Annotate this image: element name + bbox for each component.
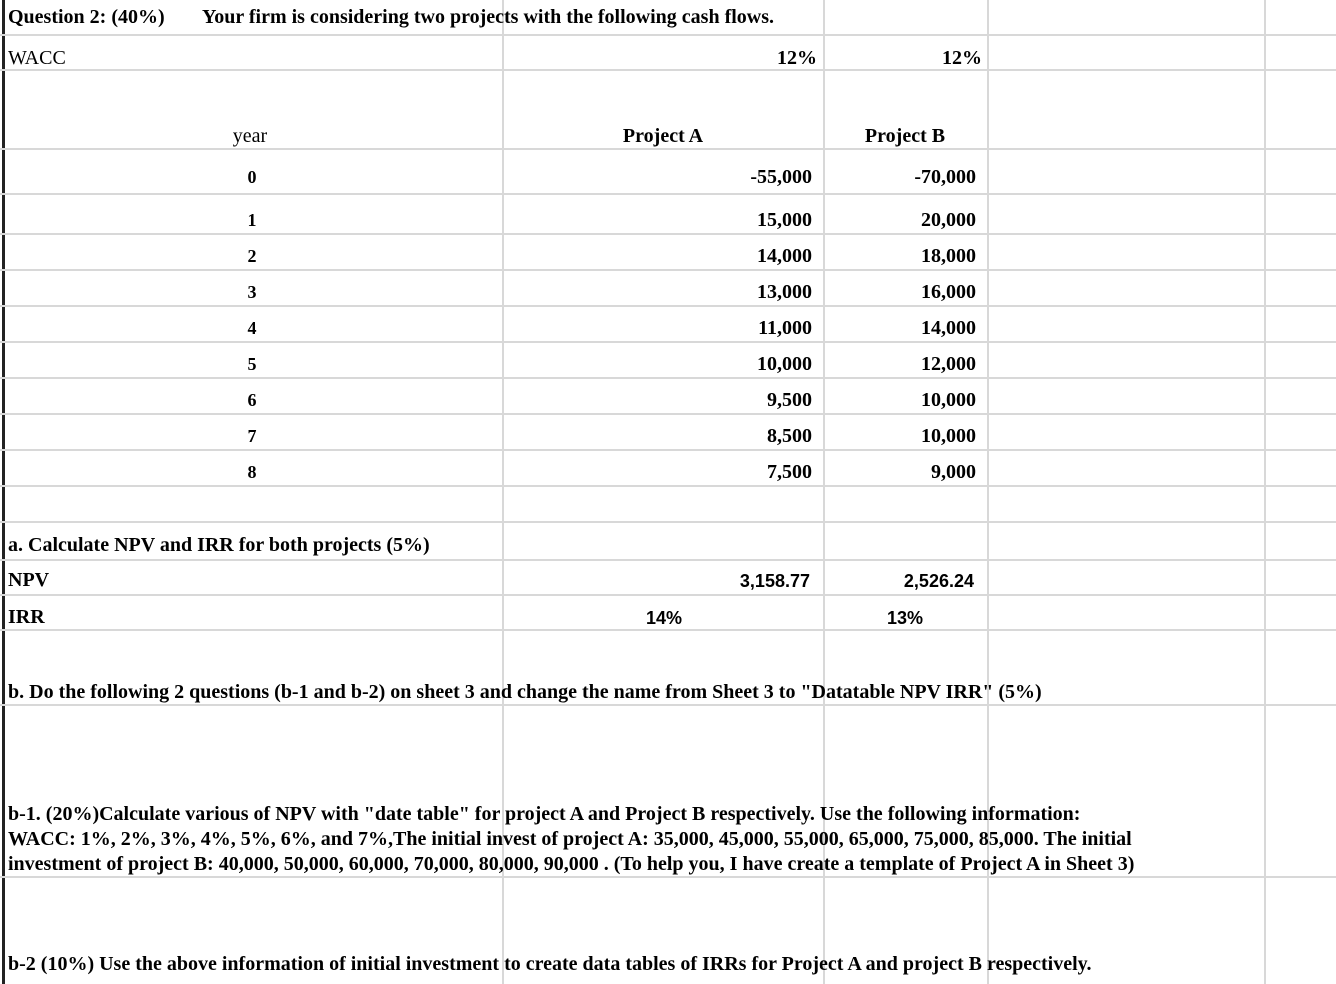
wacc-project-b[interactable]: 12% — [942, 47, 982, 69]
part-b1-line3[interactable]: investment of project B: 40,000, 50,000, 60,000, 70,000, 80,000, 90,000 . (To help you, I have create a template of Project A in Sheet 3) — [8, 853, 1135, 875]
project-a-cash-flow[interactable]: 8,500 — [767, 425, 812, 447]
part-b1-line2[interactable]: WACC: 1%, 2%, 3%, 4%, 5%, 6%, and 7%,The initial invest of project A: 35,000, 45,000, 55,000, 65,000, 75,000, 85,000. The initial — [8, 828, 1132, 850]
npv-label[interactable]: NPV — [8, 569, 50, 591]
row-divider — [0, 559, 1336, 561]
irr-project-b[interactable]: 13% — [887, 608, 924, 628]
row-divider — [0, 485, 1336, 487]
wacc-label[interactable]: WACC — [8, 47, 66, 69]
project-b-cash-flow[interactable]: 10,000 — [921, 389, 976, 411]
row-divider — [0, 233, 1336, 235]
row-divider — [0, 148, 1336, 150]
year-header[interactable]: year — [232, 125, 268, 147]
project-a-cash-flow[interactable]: 10,000 — [757, 353, 812, 375]
irr-label[interactable]: IRR — [8, 606, 45, 628]
project-a-cash-flow[interactable]: -55,000 — [750, 166, 812, 188]
row-divider — [0, 377, 1336, 379]
year-cell[interactable]: 8 — [247, 462, 257, 482]
part-b1-line1[interactable]: b-1. (20%)Calculate various of NPV with "date table" for project A and Project B respectively. Use the following information: — [8, 803, 1081, 825]
year-cell[interactable]: 2 — [247, 246, 257, 266]
row-divider — [0, 269, 1336, 271]
project-a-cash-flow[interactable]: 9,500 — [767, 389, 812, 411]
year-cell[interactable]: 3 — [247, 282, 257, 302]
row-divider — [0, 704, 1336, 706]
project-a-cash-flow[interactable]: 11,000 — [758, 317, 812, 339]
question-text[interactable]: Your firm is considering two projects with the following cash flows. — [202, 6, 775, 28]
project-b-cash-flow[interactable]: 14,000 — [921, 317, 976, 339]
row-divider — [0, 341, 1336, 343]
year-cell[interactable]: 7 — [247, 426, 257, 446]
row-divider — [0, 413, 1336, 415]
part-b-text[interactable]: b. Do the following 2 questions (b-1 and b-2) on sheet 3 and change the name from Sheet 3 to "Datatable NPV IRR" (5%) — [8, 681, 1042, 703]
project-b-cash-flow[interactable]: 12,000 — [921, 353, 976, 375]
row-divider — [0, 594, 1336, 596]
year-cell[interactable]: 0 — [247, 167, 257, 187]
project-b-cash-flow[interactable]: 16,000 — [921, 281, 976, 303]
project-b-cash-flow[interactable]: 10,000 — [921, 425, 976, 447]
year-cell[interactable]: 5 — [247, 354, 257, 374]
project-b-cash-flow[interactable]: -70,000 — [914, 166, 976, 188]
row-divider — [0, 34, 1336, 36]
project-a-cash-flow[interactable]: 7,500 — [767, 461, 812, 483]
row-divider — [0, 521, 1336, 523]
year-cell[interactable]: 6 — [247, 390, 257, 410]
row-divider — [0, 193, 1336, 195]
irr-project-a[interactable]: 14% — [645, 608, 683, 628]
project-a-cash-flow[interactable]: 15,000 — [757, 209, 812, 231]
npv-project-a[interactable]: 3,158.77 — [739, 571, 810, 591]
row-divider — [0, 69, 1336, 71]
row-divider — [0, 449, 1336, 451]
project-a-cash-flow[interactable]: 13,000 — [757, 281, 812, 303]
year-cell[interactable]: 1 — [247, 210, 257, 230]
part-a-text[interactable]: a. Calculate NPV and IRR for both projects (5%) — [8, 534, 430, 556]
row-divider — [0, 876, 1336, 878]
part-b2-text[interactable]: b-2 (10%) Use the above information of initial investment to create data tables of IRRs for Project A and project B respectively. — [8, 953, 1092, 975]
project-a-header[interactable]: Project A — [622, 125, 704, 147]
project-b-cash-flow[interactable]: 9,000 — [931, 461, 976, 483]
project-a-cash-flow[interactable]: 14,000 — [757, 245, 812, 267]
project-b-cash-flow[interactable]: 18,000 — [921, 245, 976, 267]
row-divider — [0, 305, 1336, 307]
wacc-project-a[interactable]: 12% — [777, 47, 817, 69]
npv-project-b[interactable]: 2,526.24 — [903, 571, 974, 591]
year-cell[interactable]: 4 — [247, 318, 257, 338]
project-b-cash-flow[interactable]: 20,000 — [921, 209, 976, 231]
project-b-header[interactable]: Project B — [864, 125, 946, 147]
question-label[interactable]: Question 2: (40%) — [8, 6, 165, 28]
